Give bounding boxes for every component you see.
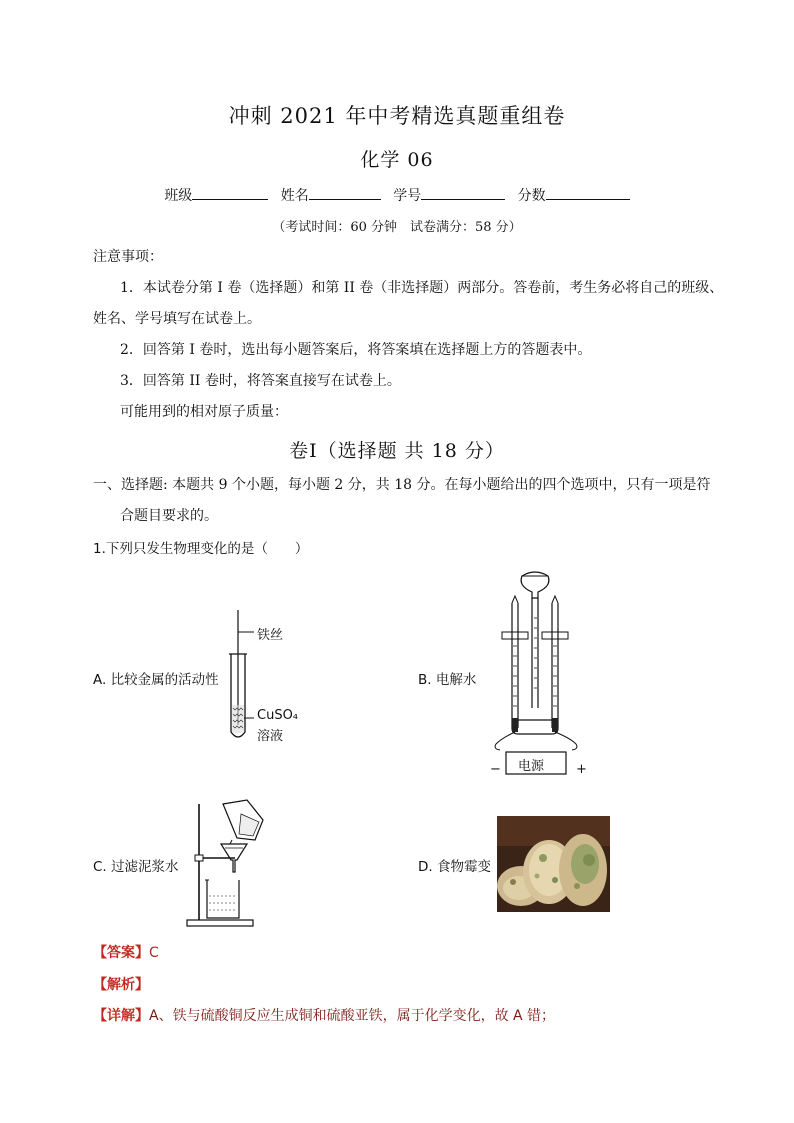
notice-item-1: 1．本试卷分第 I 卷（选择题）和第 II 卷（非选择题）两部分。答卷前，考生务必将自己的班级、 (120, 280, 724, 296)
label-minus: − (490, 762, 501, 777)
section-intro-cont: 合题目要求的。 (120, 508, 218, 524)
detail-text: A、铁与硫酸铜反应生成铜和硫酸亚铁，属于化学变化，故 A 错； (149, 1008, 556, 1024)
student-id-field-label: 学号 (393, 188, 422, 204)
paper-subject: 化学 06 (360, 149, 434, 171)
analysis-line (93, 974, 149, 994)
section-intro: 一、选择题: 本题共 9 个小题，每小题 2 分，共 18 分。在每小题给出的四个选项中，只有一项是符 (93, 477, 711, 493)
figure-d-moldy-bread-photo (497, 816, 610, 912)
label-power-supply: 电源 (518, 759, 545, 774)
option-b-label[interactable]: B. 电解水 (418, 672, 477, 688)
section-title: 卷Ⅰ（选择题 共 18 分） (289, 440, 505, 462)
notice-item-3: 3．回答第 II 卷时，将答案直接写在试卷上。 (120, 373, 401, 389)
notice-heading: 注意事项： (93, 249, 163, 265)
answer-line (93, 942, 159, 962)
notice-item-2: 2．回答第 I 卷时，选出每小题答案后，将答案填在选择题上方的答题表中。 (120, 342, 592, 358)
notice-item-1-cont: 姓名、学号填写在试卷上。 (93, 311, 261, 327)
score-field-blank[interactable] (546, 187, 630, 200)
paper-title: 冲刺 2021 年中考精选真题重组卷 (228, 104, 566, 128)
student-id-field-blank[interactable] (421, 187, 505, 200)
question-1-stem: 1.下列只发生物理变化的是（ ） (93, 541, 309, 557)
detail-line (93, 1005, 555, 1025)
name-field-label: 姓名 (280, 188, 309, 204)
figure-c-filtration (185, 800, 280, 930)
label-solution: 溶液 (257, 729, 284, 744)
exam-time-note: （考试时间：60 分钟 试卷满分：58 分） (272, 220, 522, 235)
score-field-label: 分数 (517, 188, 546, 204)
detail-tag: 【详解】 (93, 1008, 149, 1024)
class-field-label: 班级 (164, 188, 193, 204)
option-a-label[interactable]: A. 比较金属的活动性 (93, 672, 219, 688)
analysis-tag: 【解析】 (93, 977, 149, 993)
answer-value: C (149, 945, 159, 961)
class-field-blank[interactable] (192, 187, 268, 200)
label-cuso4: CuSO₄ (257, 708, 299, 723)
option-c-label[interactable]: C. 过滤泥浆水 (93, 859, 179, 875)
name-field-blank[interactable] (309, 187, 381, 200)
label-iron-wire: 铁丝 (257, 628, 284, 643)
label-plus: + (576, 762, 587, 777)
figure-b-electrolysis (488, 568, 598, 778)
answer-tag: 【答案】 (93, 945, 149, 961)
atomic-mass-note: 可能用到的相对原子质量： (120, 404, 288, 420)
student-info-line (0, 185, 794, 205)
option-d-label[interactable]: D. 食物霉变 (418, 859, 491, 875)
